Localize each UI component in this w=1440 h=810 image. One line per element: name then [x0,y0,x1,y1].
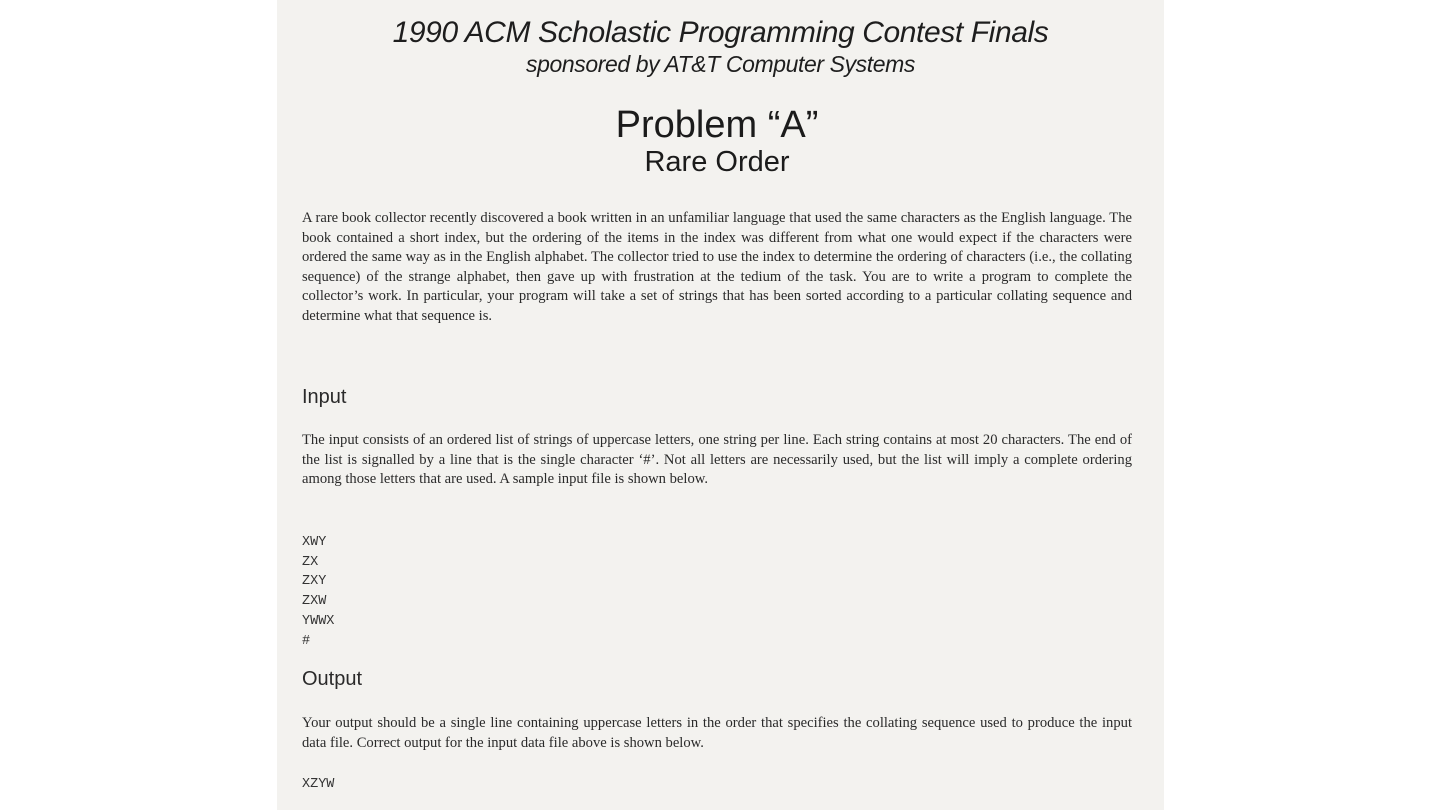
input-heading: Input [302,386,347,408]
sponsor-line: sponsored by AT&T Computer Systems [525,51,916,77]
contest-title: 1990 ACM Scholastic Programming Contest Finals [392,16,1049,49]
output-description: Your output should be a single line containing uppercase letters in the order that specifies the collating sequence used to produce the input data file. Correct output for the input data file above is shown below. [302,715,1132,751]
sample-input [302,533,334,651]
sample-input-line: YWWX [302,613,335,629]
sample-input-line: XWY [302,535,327,550]
sample-input-line: ZX [302,554,319,570]
problem-name: Rare Order [644,146,790,178]
output-heading: Output [302,668,363,690]
problem-title: Problem “A” [615,104,819,146]
sample-input-line: ZXW [302,594,327,610]
input-description: The input consists of an ordered list of strings of uppercase letters, one string per line. Each string contains at most 20 characters. The end of the list is signalled by a line that is the single character ‘#’. Not all letters are necessarily used, but the list will imply a complete ordering among those letters that are used. A sample input file is shown below. [302,432,1132,488]
sample-output: XZYW [302,777,335,792]
sample-input-line: # [302,633,311,649]
document-page [277,0,1164,810]
intro-paragraph: A rare book collector recently discovered a book written in an unfamiliar language that used the same characters as the English language. The book contained a short index, but the ordering of the items in the index was different from what one would expect if the characters were ordered the same way as in the English alphabet. The collector tried to use the index to determine the ordering of characters (i.e., the collating sequence) of the strange alphabet, then gave up with frustration at the tedium of the task. You are to write a program to complete the collector’s work. In particular, your program will take a set of strings that has been sorted according to a particular collating sequence and determine what that sequence is. [302,210,1132,324]
sample-input-line: ZXY [302,574,327,590]
